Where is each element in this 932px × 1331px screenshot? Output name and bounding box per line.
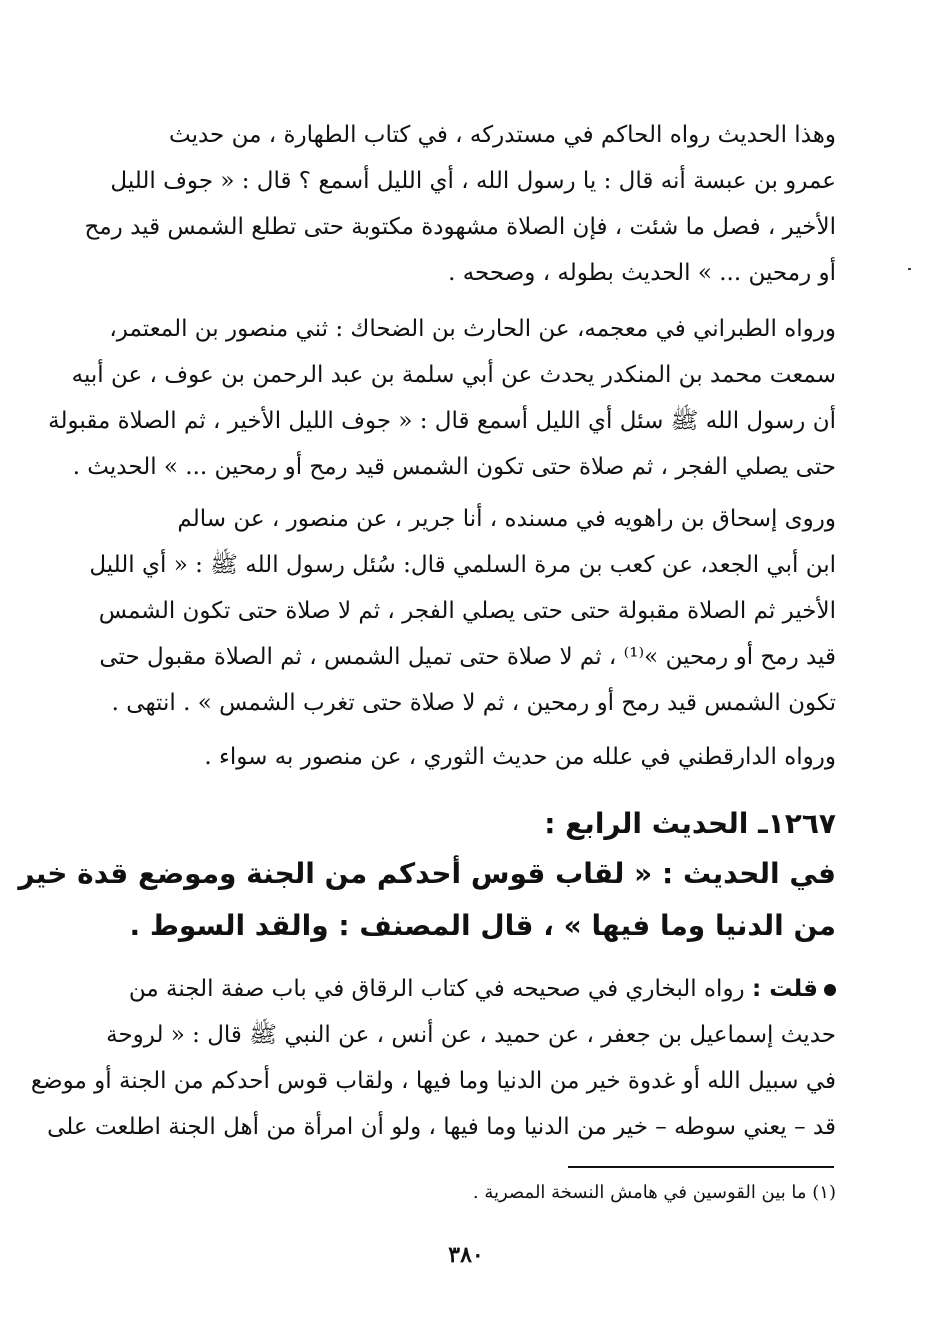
page-number: ٣٨٠ bbox=[448, 1242, 484, 1268]
scan-speck bbox=[908, 268, 911, 270]
text-line: سمعت محمد بن المنكدر يحدث عن أبي سلمة بن عبد الرحمن بن عوف ، عن أبيه bbox=[71, 362, 836, 388]
text-line: حديث إسماعيل بن جعفر ، عن حميد ، عن أنس ، عن النبي ﷺ قال : « لروحة bbox=[106, 1022, 836, 1048]
hadith-number-heading: ١٢٦٧ـ الحديث الرابع : bbox=[544, 807, 836, 840]
text-line: وروى إسحاق بن راهويه في مسنده ، أنا جرير ، عن منصور ، عن سالم bbox=[177, 506, 836, 532]
text-line bbox=[118, 966, 836, 1012]
text-line: أن رسول الله ﷺ سئل أي الليل أسمع قال : « جوف الليل الأخير ، ثم الصلاة مقبولة bbox=[48, 408, 836, 434]
text-line: ورواه الطبراني في معجمه، عن الحارث بن الضحاك : ثني منصور بن المعتمر، bbox=[109, 316, 836, 342]
text-line: حتى يصلي الفجر ، ثم صلاة حتى تكون الشمس قيد رمح أو رمحين ... » الحديث . bbox=[72, 454, 836, 480]
text-line: قد – يعني سوطه – خير من الدنيا وما فيها ، ولو أن امرأة من أهل الجنة اطلعت على bbox=[47, 1114, 836, 1140]
paragraph-ishaq bbox=[89, 496, 836, 726]
paragraph-qult bbox=[30, 966, 836, 1150]
hadith-text-heading bbox=[18, 848, 836, 952]
footnote: (١) ما بين القوسين في هامش النسخة المصرية . bbox=[472, 1182, 836, 1203]
bullet-icon bbox=[824, 984, 836, 996]
paragraph-daraqutni bbox=[118, 734, 836, 780]
paragraph-tabarani bbox=[48, 306, 836, 490]
text-line: في سبيل الله أو غدوة خير من الدنيا وما فيها ، ولقاب قوس أحدكم من الجنة أو موضع bbox=[30, 1068, 836, 1094]
text-line: ورواه الدارقطني في علله من حديث الثوري ، عن منصور به سواء . bbox=[204, 744, 836, 770]
text-line: عمرو بن عبسة أنه قال : يا رسول الله ، أي الليل أسمع ؟ قال : « جوف الليل bbox=[110, 168, 836, 194]
text-line: تكون الشمس قيد رمح أو رمحين ، ثم لا صلاة حتى تغرب الشمس » . انتهى . bbox=[111, 690, 836, 716]
text-line: أو رمحين ... » الحديث بطوله ، وصححه . bbox=[448, 260, 836, 286]
qult-label: قلت : bbox=[751, 976, 818, 1002]
text-line: الأخير ثم الصلاة مقبولة حتى حتى يصلي الفجر ، ثم لا صلاة حتى تكون الشمس bbox=[98, 598, 836, 624]
footnote-divider bbox=[568, 1166, 834, 1168]
text-line: ابن أبي الجعد، عن كعب بن مرة السلمي قال: سُئل رسول الله ﷺ : « أي الليل bbox=[89, 552, 836, 578]
heading-line: في الحديث : « لقاب قوس أحدكم من الجنة وموضع قدة خير bbox=[18, 857, 836, 890]
qult-first-line: رواه البخاري في صحيحه في كتاب الرقاق في باب صفة الجنة من bbox=[128, 976, 745, 1002]
heading-line: من الدنيا وما فيها » ، قال المصنف : والقد السوط . bbox=[129, 909, 836, 942]
text-line: قيد رمح أو رمحين »⁽¹⁾ ، ثم لا صلاة حتى تميل الشمس ، ثم الصلاة مقبول حتى bbox=[99, 644, 836, 670]
text-line: الأخير ، فصل ما شئت ، فإن الصلاة مشهودة مكتوبة حتى تطلع الشمس قيد رمح bbox=[84, 214, 836, 240]
paragraph-hakim bbox=[84, 112, 836, 296]
text-line: وهذا الحديث رواه الحاكم في مستدركه ، في كتاب الطهارة ، من حديث bbox=[169, 122, 836, 148]
